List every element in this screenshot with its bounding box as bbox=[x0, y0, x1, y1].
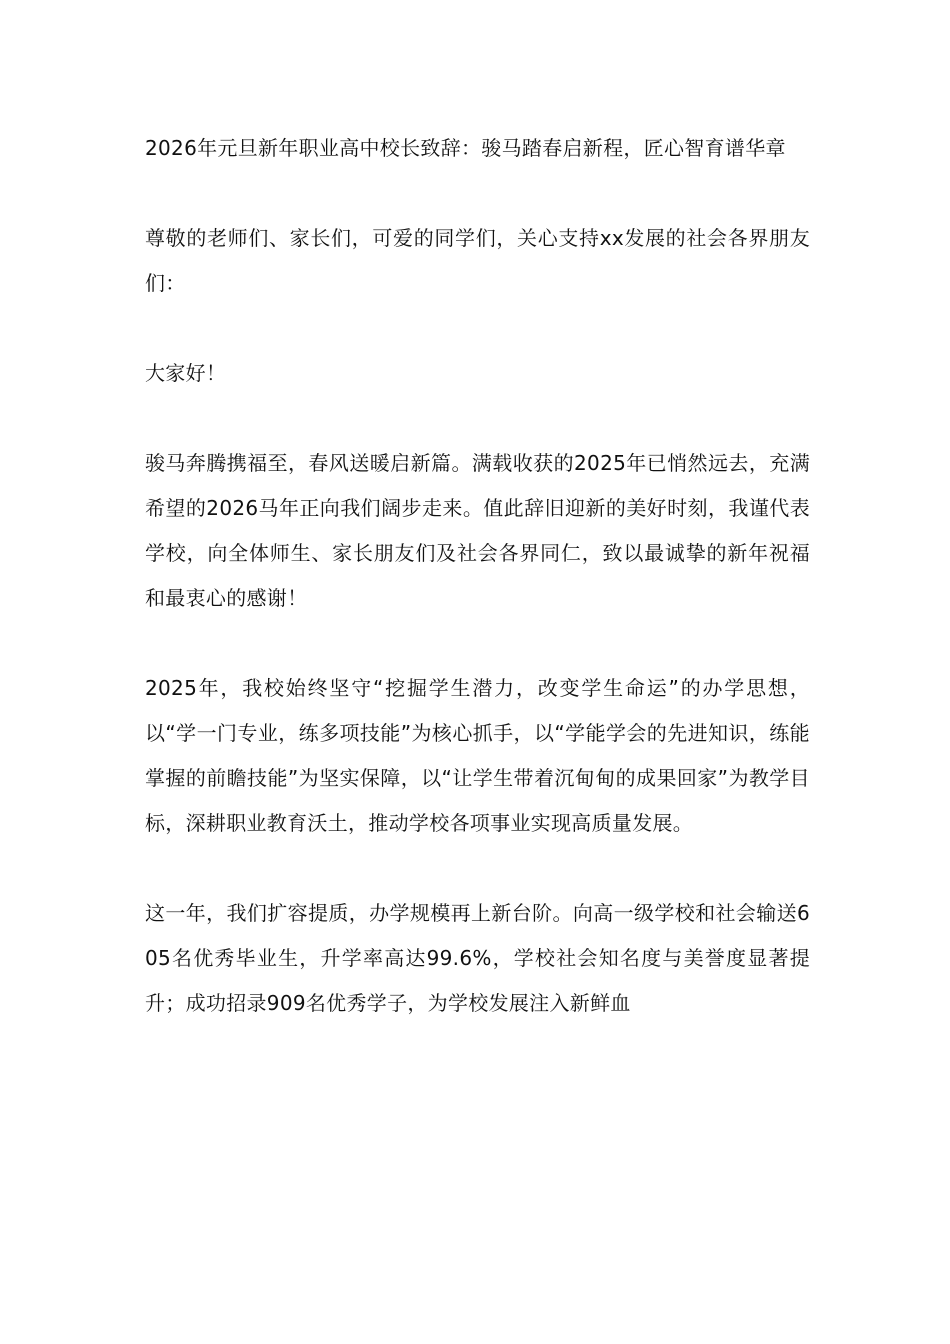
paragraph-1: 骏马奔腾携福至，春风送暖启新篇。满载收获的2025年已悄然远去，充满希望的2026马年正向我们阔步走来。值此辞旧迎新的美好时刻，我谨代表学校，向全体师生、家长朋友们及社会各界同仁，致以最诚挚的新年祝福和最衷心的感谢！ bbox=[145, 451, 810, 610]
greeting: 大家好！ bbox=[145, 361, 227, 385]
document-body bbox=[145, 126, 810, 1071]
salutation: 尊敬的老师们、家长们，可爱的同学们，关心支持xx发展的社会各界朋友们： bbox=[145, 226, 810, 295]
document-title: 2026年元旦新年职业高中校长致辞：骏马踏春启新程，匠心智育谱华章 bbox=[145, 136, 786, 160]
paragraph-2: 2025年，我校始终坚守“挖掘学生潜力，改变学生命运”的办学思想，以“学一门专业，练多项技能”为核心抓手，以“学能学会的先进知识，练能掌握的前瞻技能”为坚实保障，以“让学生带着沉甸甸的成果回家”为教学目标，深耕职业教育沃土，推动学校各项事业实现高质量发展。 bbox=[145, 676, 810, 835]
paragraph-3: 这一年，我们扩容提质，办学规模再上新台阶。向高一级学校和社会输送605名优秀毕业生，升学率高达99.6%，学校社会知名度与美誉度显著提升；成功招录909名优秀学子，为学校发展注入新鲜血 bbox=[145, 901, 810, 1015]
